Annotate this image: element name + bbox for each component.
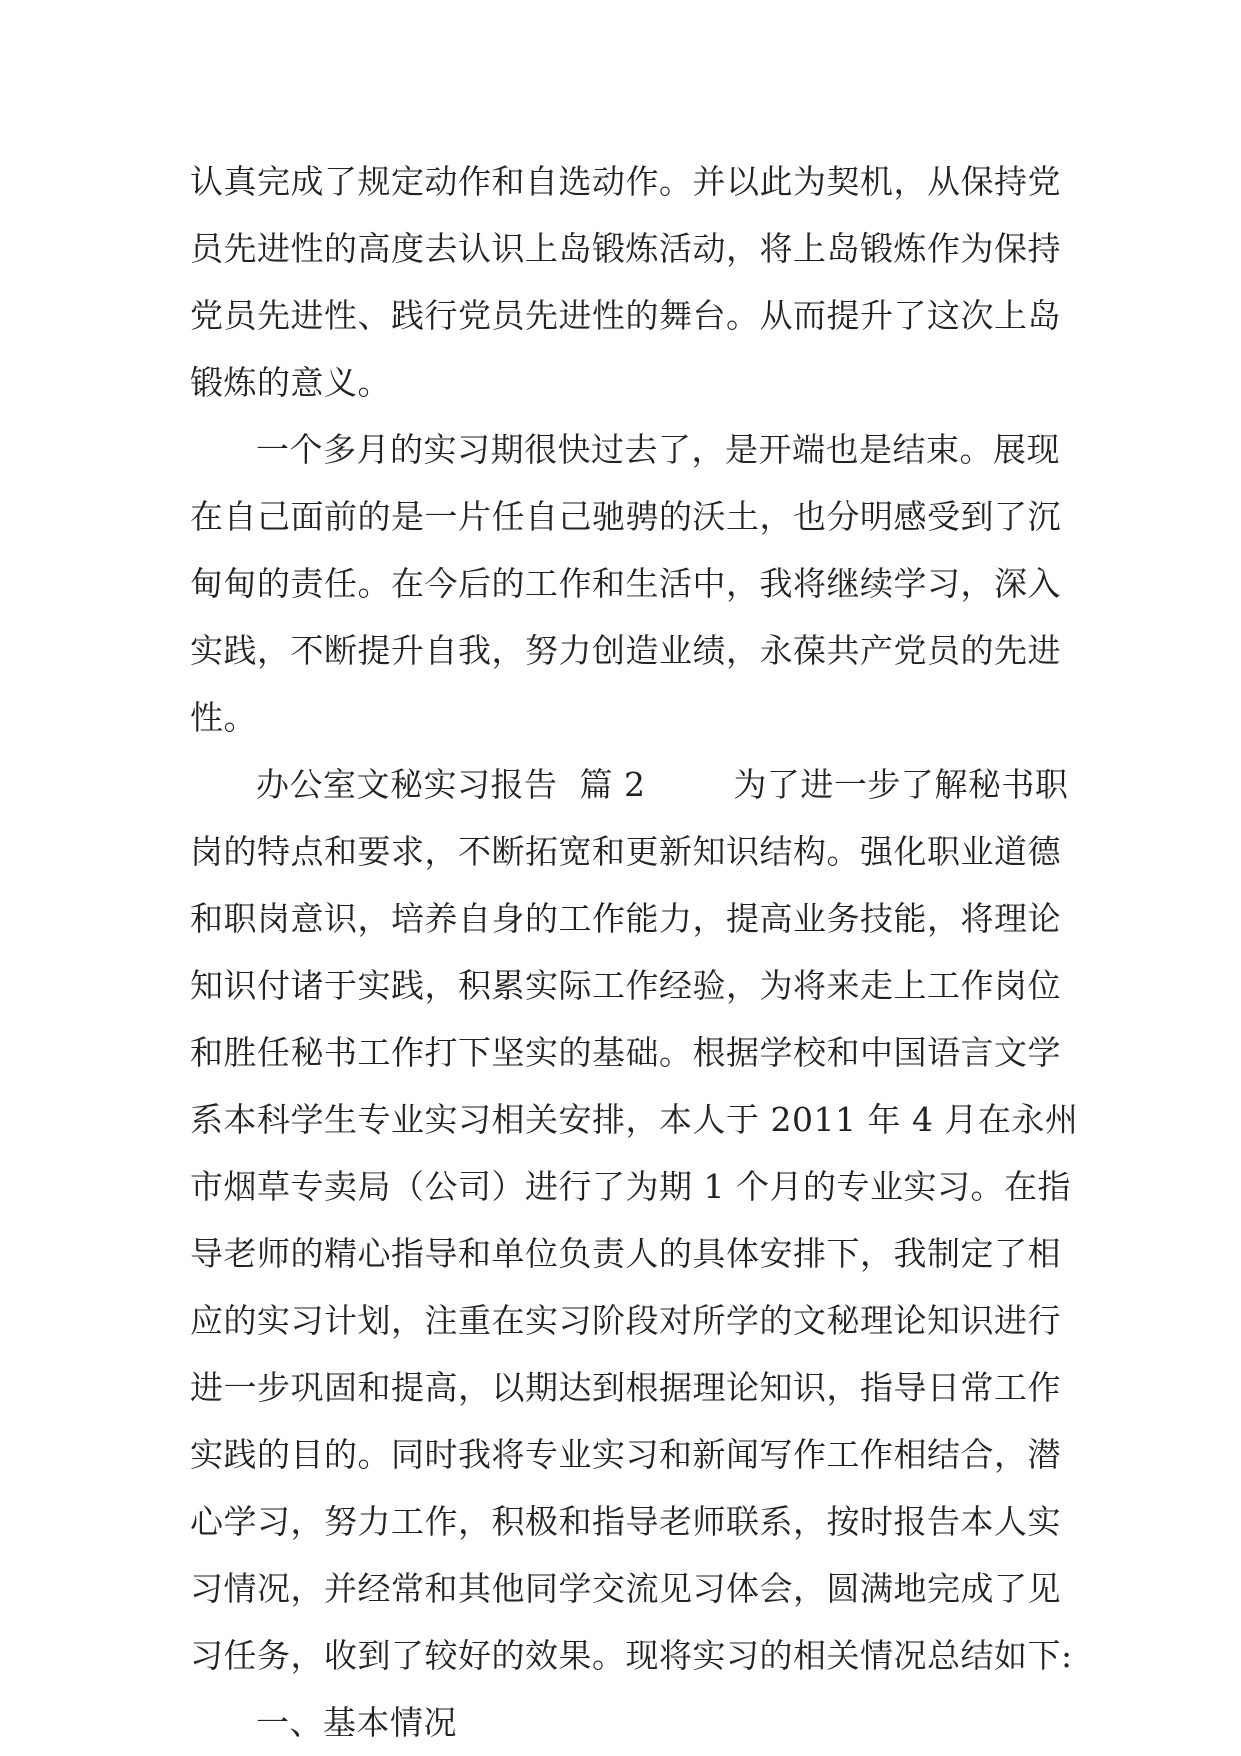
text-line: 实践，不断提升自我，努力创造业绩，永葆共产党员的先进: [190, 631, 1061, 670]
text-line: 锻炼的意义。: [190, 363, 391, 402]
text-line: 导老师的精心指导和单位负责人的具体安排下，我制定了相: [190, 1234, 1061, 1273]
text-line: 性。: [190, 698, 257, 737]
paragraph: [190, 1689, 1060, 1756]
text-line: 一个多月的实习期很快过去了，是开端也是结束。展现: [256, 430, 1060, 469]
text-line: 系本科学生专业实习相关安排，本人于 2011 年 4 月在永州: [190, 1100, 1079, 1139]
paragraph: [190, 751, 1079, 1689]
text-line: 党员先进性、践行党员先进性的舞台。从而提升了这次上岛: [190, 296, 1061, 335]
text-line: 甸甸的责任。在今后的工作和生活中，我将继续学习，深入: [190, 564, 1061, 603]
text-line: 岗的特点和要求，不断拓宽和更新知识结构。强化职业道德: [190, 832, 1061, 871]
text-line: 习任务，收到了较好的效果。现将实习的相关情况总结如下:: [190, 1636, 1073, 1675]
text-line: 和胜任秘书工作打下坚实的基础。根据学校和中国语言文学: [190, 1033, 1061, 1072]
document-page: [190, 148, 1079, 1756]
text-line: 习情况，并经常和其他同学交流见习体会，圆满地完成了见: [190, 1569, 1061, 1608]
text-line: 认真完成了规定动作和自选动作。并以此为契机，从保持党: [190, 162, 1061, 201]
text-line: 实践的目的。同时我将专业实习和新闻写作工作相结合，潜: [190, 1435, 1061, 1474]
text-line: 进一步巩固和提高，以期达到根据理论知识，指导日常工作: [190, 1368, 1061, 1407]
paragraph: [190, 416, 1060, 751]
text-line: 市烟草专卖局（公司）进行了为期 1 个月的专业实习。在指: [190, 1167, 1071, 1206]
text-line: 心学习，努力工作，积极和指导老师联系，按时报告本人实: [190, 1502, 1061, 1541]
text-line: 在自己面前的是一片任自己驰骋的沃土，也分明感受到了沉: [190, 497, 1061, 536]
text-line: 和职岗意识，培养自身的工作能力，提高业务技能，将理论: [190, 899, 1061, 938]
paragraph: [190, 148, 1060, 416]
section-heading-line: 办公室文秘实习报告 篇 2 为了进一步了解秘书职: [256, 765, 1069, 804]
text-line: 知识付诸于实践，积累实际工作经验，为将来走上工作岗位: [190, 966, 1061, 1005]
text-line: 员先进性的高度去认识上岛锻炼活动，将上岛锻炼作为保持: [190, 229, 1061, 268]
section-heading: 一、基本情况: [256, 1703, 457, 1742]
text-line: 应的实习计划，注重在实习阶段对所学的文秘理论知识进行: [190, 1301, 1061, 1340]
